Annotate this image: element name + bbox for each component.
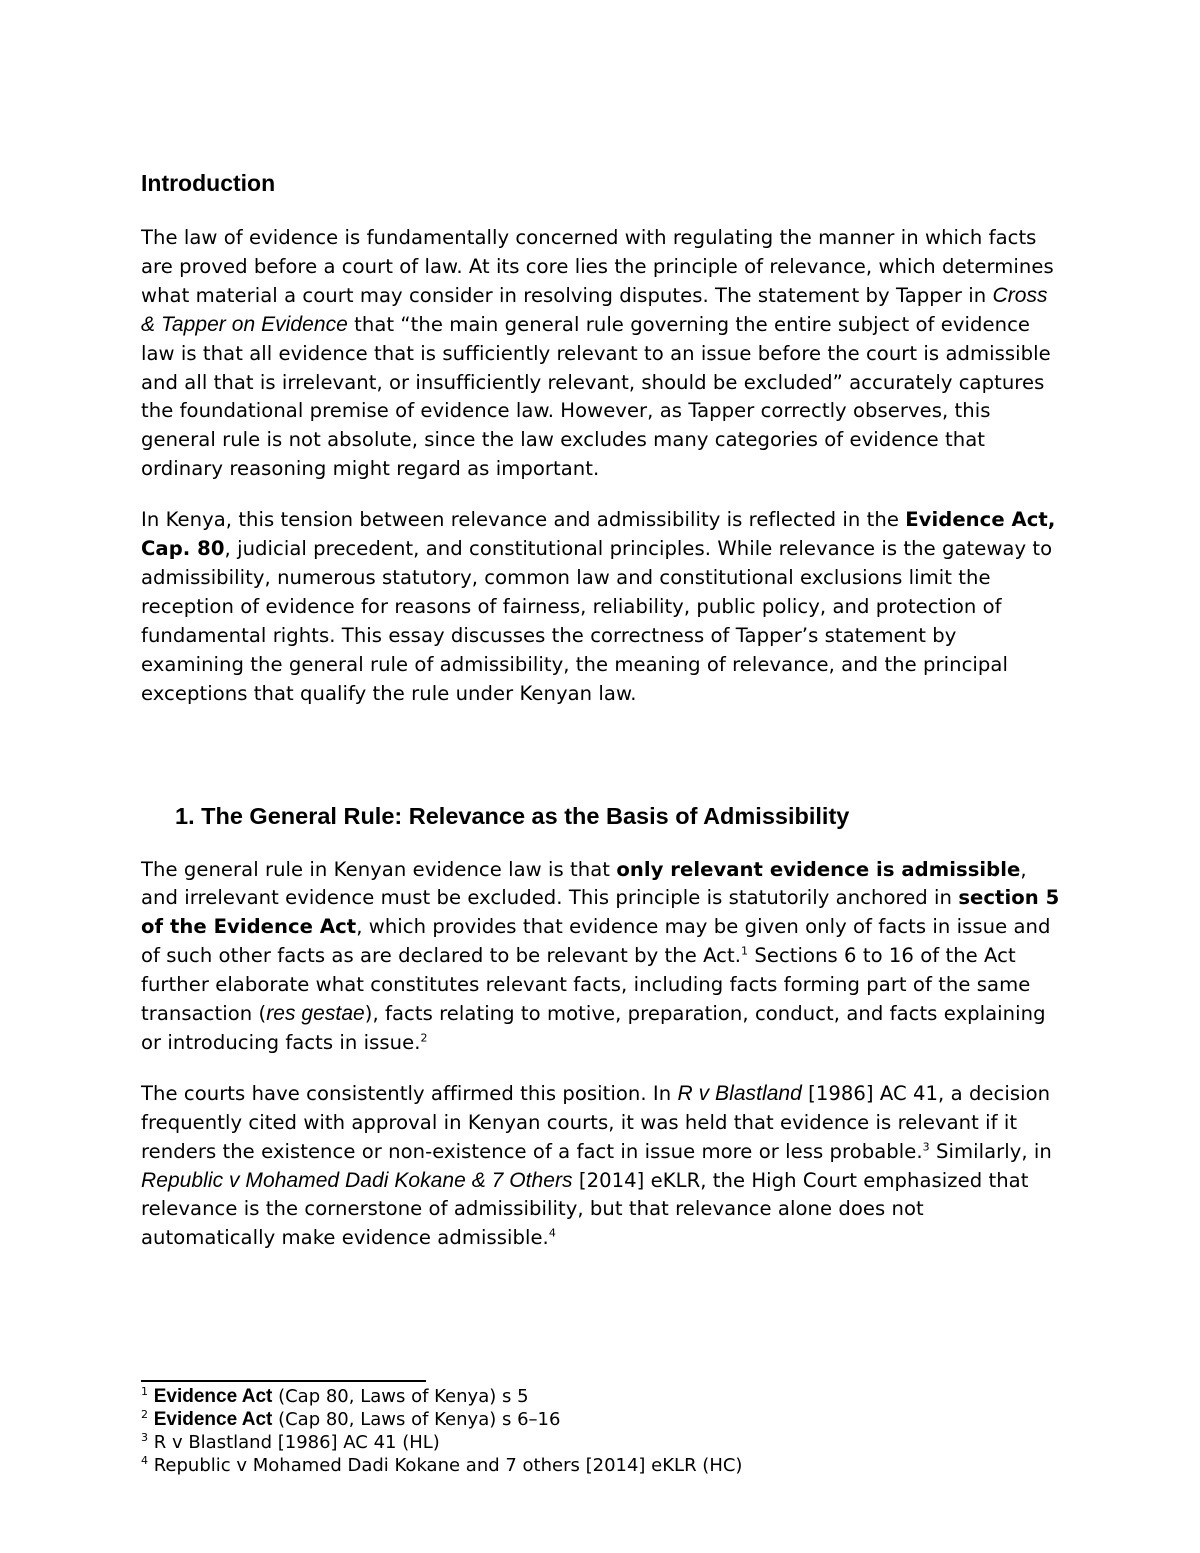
section-spacer (141, 731, 1061, 800)
footnote-text: (Cap 80, Laws of Kenya) s 6–16 (272, 1409, 561, 1430)
footnote-bold: Evidence Act (153, 1386, 273, 1407)
footnote-ref[interactable]: 1 (741, 944, 749, 958)
text-run: The general rule in Kenyan evidence law is that (141, 857, 617, 881)
footnotes (141, 1385, 1041, 1477)
case-name: Republic v Mohamed Dadi Kokane & 7 Others (141, 1168, 573, 1192)
text-run: Similarly, in (929, 1139, 1052, 1163)
text-run: [1986] AC 41, a decision frequently cited with approval in Kenyan courts, it was held that evidence is relevant if it renders the existence or non-existence of a fact in issue more or less probable. (141, 1081, 1051, 1163)
case-name: R v Blastland (677, 1081, 802, 1105)
footnote-ref[interactable]: 3 (922, 1140, 930, 1154)
footnote-number: 2 (141, 1408, 148, 1421)
document-page (141, 168, 1061, 1275)
text-run: ), facts relating to motive, preparation, conduct, and facts explaining or introducing facts in issue. (141, 1002, 1046, 1054)
intro-paragraph-2 (141, 506, 1061, 708)
footnote-text: (Cap 80, Laws of Kenya) s 5 (272, 1386, 529, 1407)
text-run: The courts have consistently affirmed this position. In (141, 1081, 678, 1105)
footnote-ref[interactable]: 2 (420, 1031, 428, 1045)
footnote-text: Republic v Mohamed Dadi Kokane and 7 others [2014] eKLR (HC) (148, 1455, 743, 1476)
latin-term: res gestae (266, 1002, 365, 1026)
footnote-2 (141, 1408, 1041, 1431)
section-1-paragraph-2 (141, 1080, 1061, 1253)
text-run: , judicial precedent, and constitutional principles. While relevance is the gateway to admissibility, numerous statutory, common law and constitutional exclusions limit the reception of evidence for reasons of fairness, reliability, public policy, and protection of fundamental rights. This essay discusses the correctness of Tapper’s statement by examining the general rule of admissibility, the meaning of relevance, and the principal exceptions that qualify the rule under Kenyan law. (141, 537, 1053, 705)
text-run: that “the main general rule governing the entire subject of evidence law is that all evidence that is sufficiently relevant to an issue before the court is admissible and all that is irrelevant, or insufficiently relevant, should be excluded” accurately captures the foundational premise of evidence law. However, as Tapper correctly observes, this general rule is not absolute, since the law excludes many categories of evidence that ordinary reasoning might regard as important. (141, 312, 1051, 481)
footnote-number: 3 (141, 1431, 148, 1444)
footnote-1 (141, 1385, 1041, 1408)
text-run: In Kenya, this tension between relevance and admissibility is reflected in the (141, 508, 906, 532)
text-run: [2014] eKLR, the High Court emphasized that relevance is the cornerstone of admissibility, but that relevance alone does not automatically make evidence admissible. (141, 1168, 1029, 1250)
bold-phrase: section 5 of the Evidence Act (141, 886, 1060, 939)
text-run: , and irrelevant evidence must be excluded. This principle is statutorily anchored in (141, 857, 1027, 910)
footnote-ref[interactable]: 4 (548, 1226, 556, 1240)
footnote-bold: Evidence Act (153, 1409, 273, 1430)
footnote-number: 1 (141, 1385, 148, 1398)
footnote-separator (141, 1380, 426, 1382)
intro-paragraph-1 (141, 224, 1061, 484)
footnote-4 (141, 1454, 1041, 1477)
text-run: , which provides that evidence may be given only of facts in issue and of such other facts as are declared to be relevant by the Act. (141, 915, 1051, 968)
book-title: Cross & Tapper on Evidence (141, 283, 1048, 336)
text-run: Sections 6 to 16 of the Act further elaborate what constitutes relevant facts, including facts forming part of the same transaction ( (141, 944, 1031, 1026)
footnote-3 (141, 1431, 1041, 1454)
section-1-heading: 1. The General Rule: Relevance as the Basis of Admissibility (175, 802, 850, 829)
footnote-text: R v Blastland [1986] AC 41 (HL) (148, 1432, 440, 1453)
footnote-number: 4 (141, 1454, 148, 1467)
text-run: The law of evidence is fundamentally concerned with regulating the manner in which facts are proved before a court of law. At its core lies the principle of relevance, which determines what material a court may consider in resolving disputes. The statement by Tapper in (141, 226, 1054, 307)
introduction-heading: Introduction (141, 170, 276, 196)
section-1-paragraph-1 (141, 856, 1061, 1058)
statute-name: Evidence Act, Cap. 80 (141, 508, 1056, 561)
bold-phrase: only relevant evidence is admissible (616, 857, 1021, 881)
